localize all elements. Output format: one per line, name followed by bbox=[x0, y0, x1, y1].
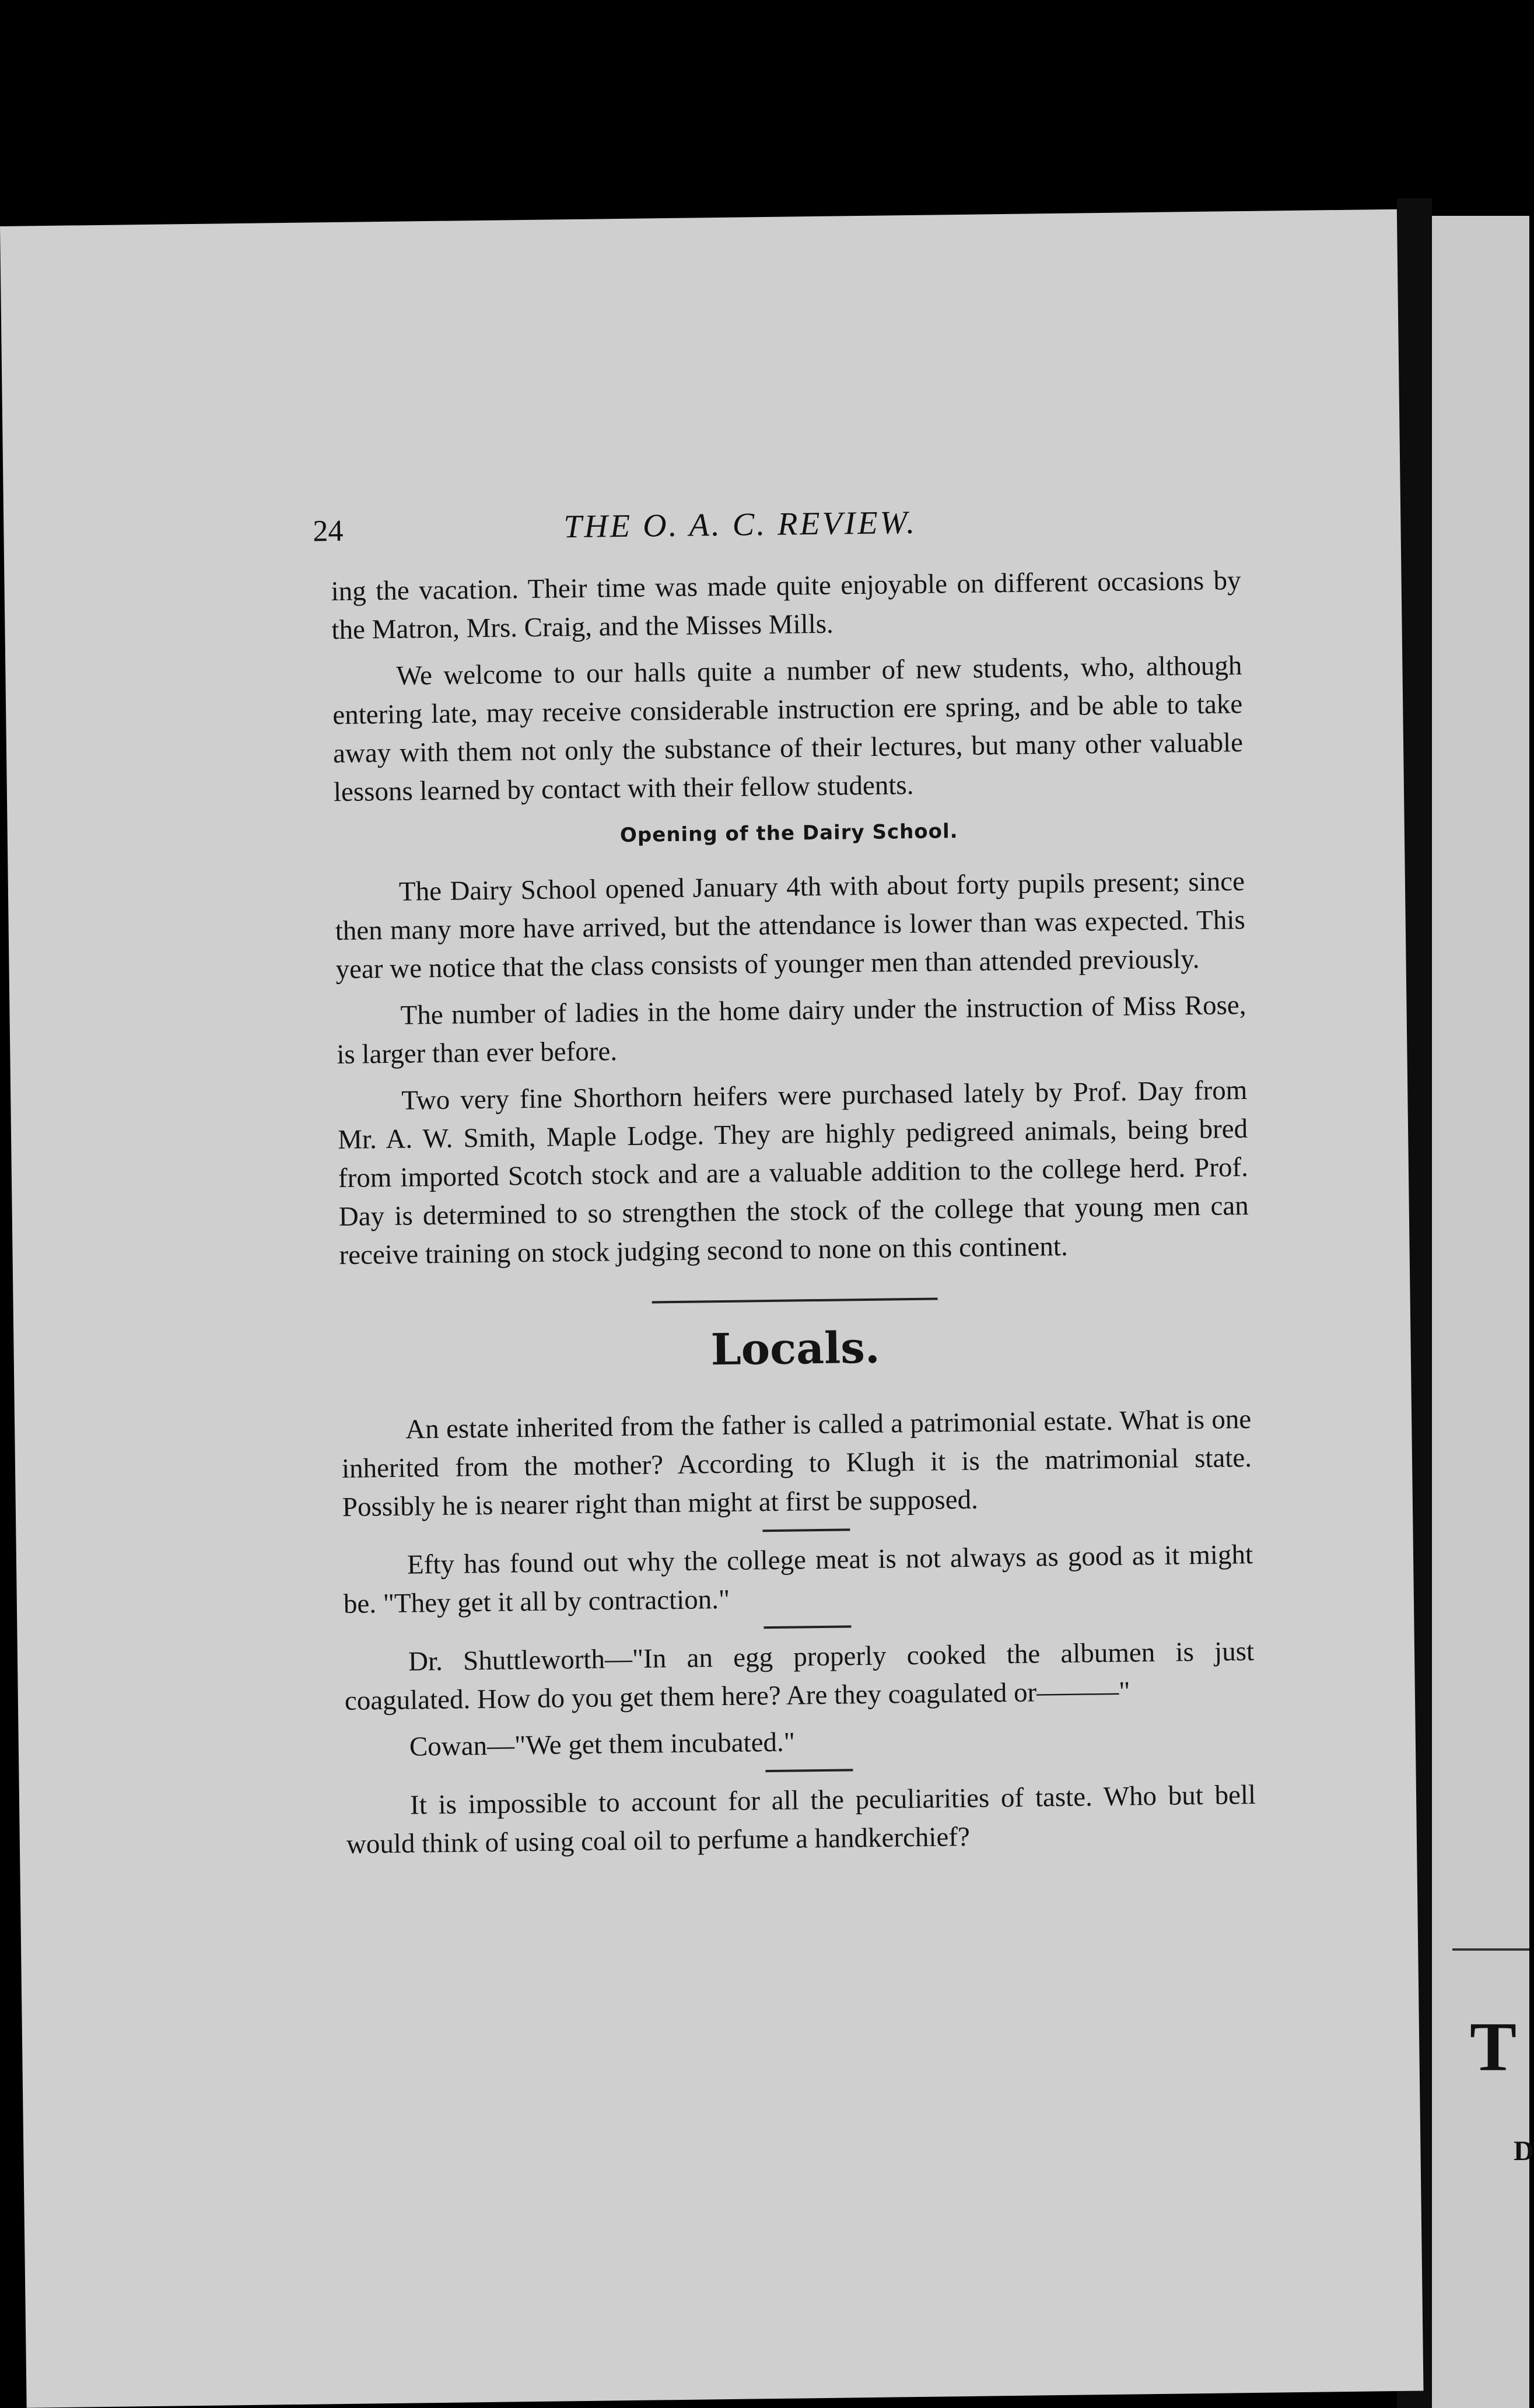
item-divider bbox=[762, 1528, 850, 1532]
adjacent-page-rule bbox=[1452, 1948, 1529, 1951]
page-sheet bbox=[0, 209, 1424, 2408]
adjacent-page-text-fragment: D bbox=[1514, 2136, 1534, 2166]
local-item-college-meat: Efty has found out why the college meat is not always as good as it might be. "They get it all by contraction." bbox=[343, 1539, 1253, 1619]
section-divider bbox=[652, 1297, 938, 1303]
adjacent-page-heading-fragment: T bbox=[1470, 2008, 1517, 2085]
page-content bbox=[331, 561, 1256, 1872]
local-item-egg-question: Dr. Shuttleworth—"In an egg properly cooked the albumen is just coagulated. How do you get them here? Are they coagulated or———" bbox=[344, 1636, 1255, 1716]
paragraph-dairy-school-opened: The Dairy School opened January 4th with about forty pupils present; since then many more have arrived, but the attendance is lower than was expected. This year we notice that the class consists of younger men than attended previously. bbox=[335, 866, 1246, 985]
local-item-coal-oil: It is impossible to account for all the peculiarities of taste. Who but bell would think of using coal oil to perfume a handkerchief? bbox=[346, 1779, 1256, 1860]
paragraph-home-dairy: The number of ladies in the home dairy under the instruction of Miss Rose, is larger than ever before. bbox=[337, 990, 1246, 1070]
paragraph-vacation: ing the vacation. Their time was made quite enjoyable on different occasions by the Matron, Mrs. Craig, and the Misses Mills. bbox=[331, 565, 1241, 646]
local-item-egg-answer: Cowan—"We get them incubated." bbox=[409, 1727, 796, 1762]
paragraph-shorthorn-heifers: Two very fine Shorthorn heifers were purchased lately by Prof. Day from Mr. A. W. Smith, Maple Lodge. They are highly pedigreed animals, being bred from imported Scotch stock and are a valuable addition to the college herd. Prof. Day is determined to so strengthen the stock of the college that young men can receive training on stock judging second to none on this continent. bbox=[337, 1074, 1249, 1271]
item-divider bbox=[765, 1769, 853, 1772]
running-head: THE O. A. C. REVIEW. bbox=[563, 504, 917, 545]
paragraph-new-students: We welcome to our halls quite a number of new students, who, although entering late, may receive considerable instruction ere spring, and be able to take away with them not only the substance of their lectures, but many other valuable lessons learned by contact with their fellow students. bbox=[332, 650, 1244, 808]
item-divider bbox=[764, 1625, 851, 1629]
local-item-estate: An estate inherited from the father is called a patrimonial estate. What is one inherited from the mother? According to Klugh it is the matrimonial state. Possibly he is nearer right than might at first be supposed. bbox=[341, 1404, 1252, 1522]
section-title-locals: Locals. bbox=[710, 1322, 881, 1376]
subheading-dairy-school: Opening of the Dairy School. bbox=[619, 820, 958, 848]
page-number: 24 bbox=[313, 514, 344, 548]
